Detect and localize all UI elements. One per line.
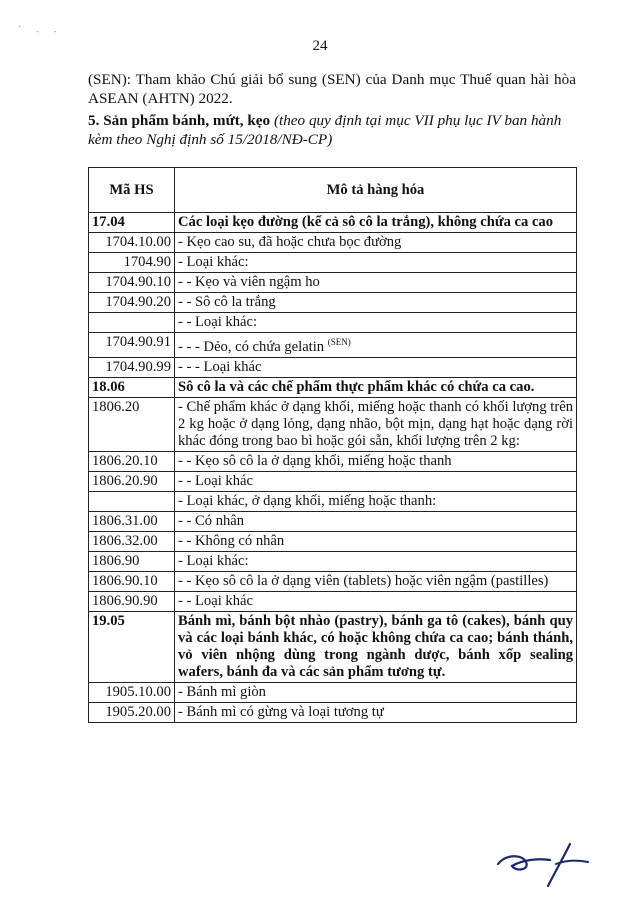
hs-code-cell: 1704.90.10 <box>89 273 175 293</box>
table-row <box>89 313 577 333</box>
description-text: - - - Dẻo, có chứa gelatin <box>178 338 325 355</box>
hs-code-cell: 1905.10.00 <box>89 682 175 702</box>
description-text: - Chế phẩm khác ở dạng khối, miếng hoặc thanh có khối lượng trên 2 kg hoặc ở dạng lỏng, dạng nhão, bột mịn, dạng hạt hoặc dạng rời khác đóng trong bao bì hoặc gói sẵn, khối lượng trên 2 kg: <box>178 398 573 449</box>
description-cell <box>175 357 577 377</box>
hs-code-cell: 18.06 <box>89 377 175 397</box>
hs-code-cell: 1806.31.00 <box>89 511 175 531</box>
description-text: - - Loại khác: <box>178 314 258 330</box>
description-cell <box>175 397 577 451</box>
description-cell <box>175 451 577 471</box>
table-row <box>89 531 577 551</box>
hs-code-cell: 1806.32.00 <box>89 531 175 551</box>
hs-code-cell: 1704.90.20 <box>89 293 175 313</box>
table-row <box>89 451 577 471</box>
table-row <box>89 273 577 293</box>
hs-code-cell: 1704.90 <box>89 253 175 273</box>
description-text: - Kẹo cao su, đã hoặc chưa bọc đường <box>178 234 402 250</box>
description-cell <box>175 333 577 358</box>
table-row <box>89 471 577 491</box>
description-cell <box>175 377 577 397</box>
table-header-row <box>89 168 577 213</box>
table-row <box>89 333 577 358</box>
description-text: - - Kẹo và viên ngậm ho <box>178 274 320 290</box>
table-row <box>89 293 577 313</box>
table-row <box>89 213 577 233</box>
hs-code-cell: 19.05 <box>89 611 175 682</box>
description-text: - - Có nhân <box>178 512 245 529</box>
hs-code-cell: 1806.20 <box>89 397 175 451</box>
description-text: - Loại khác: <box>178 254 249 270</box>
description-cell <box>175 682 577 702</box>
description-cell <box>175 273 577 293</box>
description-cell <box>175 293 577 313</box>
hs-code-cell: 1806.90.90 <box>89 591 175 611</box>
description-cell <box>175 491 577 511</box>
hs-code-cell <box>89 491 175 511</box>
description-text: - - Loại khác <box>178 472 253 489</box>
table-row <box>89 377 577 397</box>
table-row <box>89 571 577 591</box>
table-row <box>89 591 577 611</box>
sen-superscript: (SEN) <box>327 337 351 347</box>
description-cell <box>175 531 577 551</box>
hs-code-cell: 1806.20.10 <box>89 451 175 471</box>
intro-paragraph: (SEN): Tham khảo Chú giải bổ sung (SEN) của Danh mục Thuế quan hài hòa ASEAN (AHTN) 2022. <box>88 71 576 107</box>
handwritten-signature <box>492 838 592 890</box>
header-description: Mô tả hàng hóa <box>175 168 577 213</box>
description-text: - Bánh mì có gừng và loại tương tự <box>178 703 384 720</box>
description-cell <box>175 313 577 333</box>
hs-code-cell: 1806.90 <box>89 551 175 571</box>
description-cell <box>175 233 577 253</box>
hs-code-cell: 1806.20.90 <box>89 471 175 491</box>
description-text: - - Loại khác <box>178 592 253 609</box>
description-text: - Loại khác: <box>178 552 249 569</box>
description-text: Bánh mì, bánh bột nhào (pastry), bánh ga tô (cakes), bánh quy và các loại bánh khác, có hoặc không chứa ca cao; bánh thánh, vỏ viên nhộng dùng trong ngành dược, bánh xốp sealing wafers, bánh đa và các sản phẩm tương tự. <box>178 612 573 680</box>
description-cell <box>175 253 577 273</box>
table-row <box>89 357 577 377</box>
description-text: Các loại kẹo đường (kể cả sô cô la trắng), không chứa ca cao <box>178 214 554 230</box>
description-cell <box>175 611 577 682</box>
description-cell <box>175 471 577 491</box>
table-row <box>89 702 577 722</box>
hs-code-cell: 1905.20.00 <box>89 702 175 722</box>
table-row <box>89 397 577 451</box>
description-text: - - Kẹo sô cô la ở dạng khối, miếng hoặc thanh <box>178 452 452 469</box>
page-number: 24 <box>312 38 328 54</box>
hs-code-cell: 1704.90.91 <box>89 333 175 358</box>
section-note: (theo quy định tại mục VII phụ lục IV ban hành kèm theo Nghị định số 15/2018/NĐ-CP) <box>88 112 562 148</box>
hs-code-cell <box>89 313 175 333</box>
table-row <box>89 682 577 702</box>
description-text: - - Không có nhân <box>178 532 285 549</box>
hs-code-cell: 1704.90.99 <box>89 357 175 377</box>
hs-code-cell: 17.04 <box>89 213 175 233</box>
description-text: Sô cô la và các chế phẩm thực phẩm khác có chứa ca cao. <box>178 378 535 395</box>
description-text: - Loại khác, ở dạng khối, miếng hoặc thanh: <box>178 492 437 509</box>
description-cell <box>175 591 577 611</box>
description-text: - Bánh mì giòn <box>178 683 266 700</box>
table-row <box>89 253 577 273</box>
description-cell <box>175 702 577 722</box>
description-text: - - Sô cô la trắng <box>178 294 276 310</box>
hs-code-table <box>88 167 577 723</box>
description-cell <box>175 511 577 531</box>
table-row <box>89 551 577 571</box>
description-cell <box>175 571 577 591</box>
description-cell <box>175 213 577 233</box>
description-cell <box>175 551 577 571</box>
table-row <box>89 511 577 531</box>
description-text: - - - Loại khác <box>178 358 262 375</box>
header-hs-code: Mã HS <box>89 168 175 213</box>
table-row <box>89 233 577 253</box>
hs-code-cell: 1704.10.00 <box>89 233 175 253</box>
description-text: - - Kẹo sô cô la ở dạng viên (tablets) hoặc viên ngậm (pastilles) <box>178 572 549 589</box>
section-heading <box>88 111 578 149</box>
table-row <box>89 491 577 511</box>
table-row <box>89 611 577 682</box>
hs-code-cell: 1806.90.10 <box>89 571 175 591</box>
section-title: 5. Sản phẩm bánh, mứt, kẹo <box>88 112 271 129</box>
scan-specks: · ˏ ˏ <box>18 22 63 33</box>
